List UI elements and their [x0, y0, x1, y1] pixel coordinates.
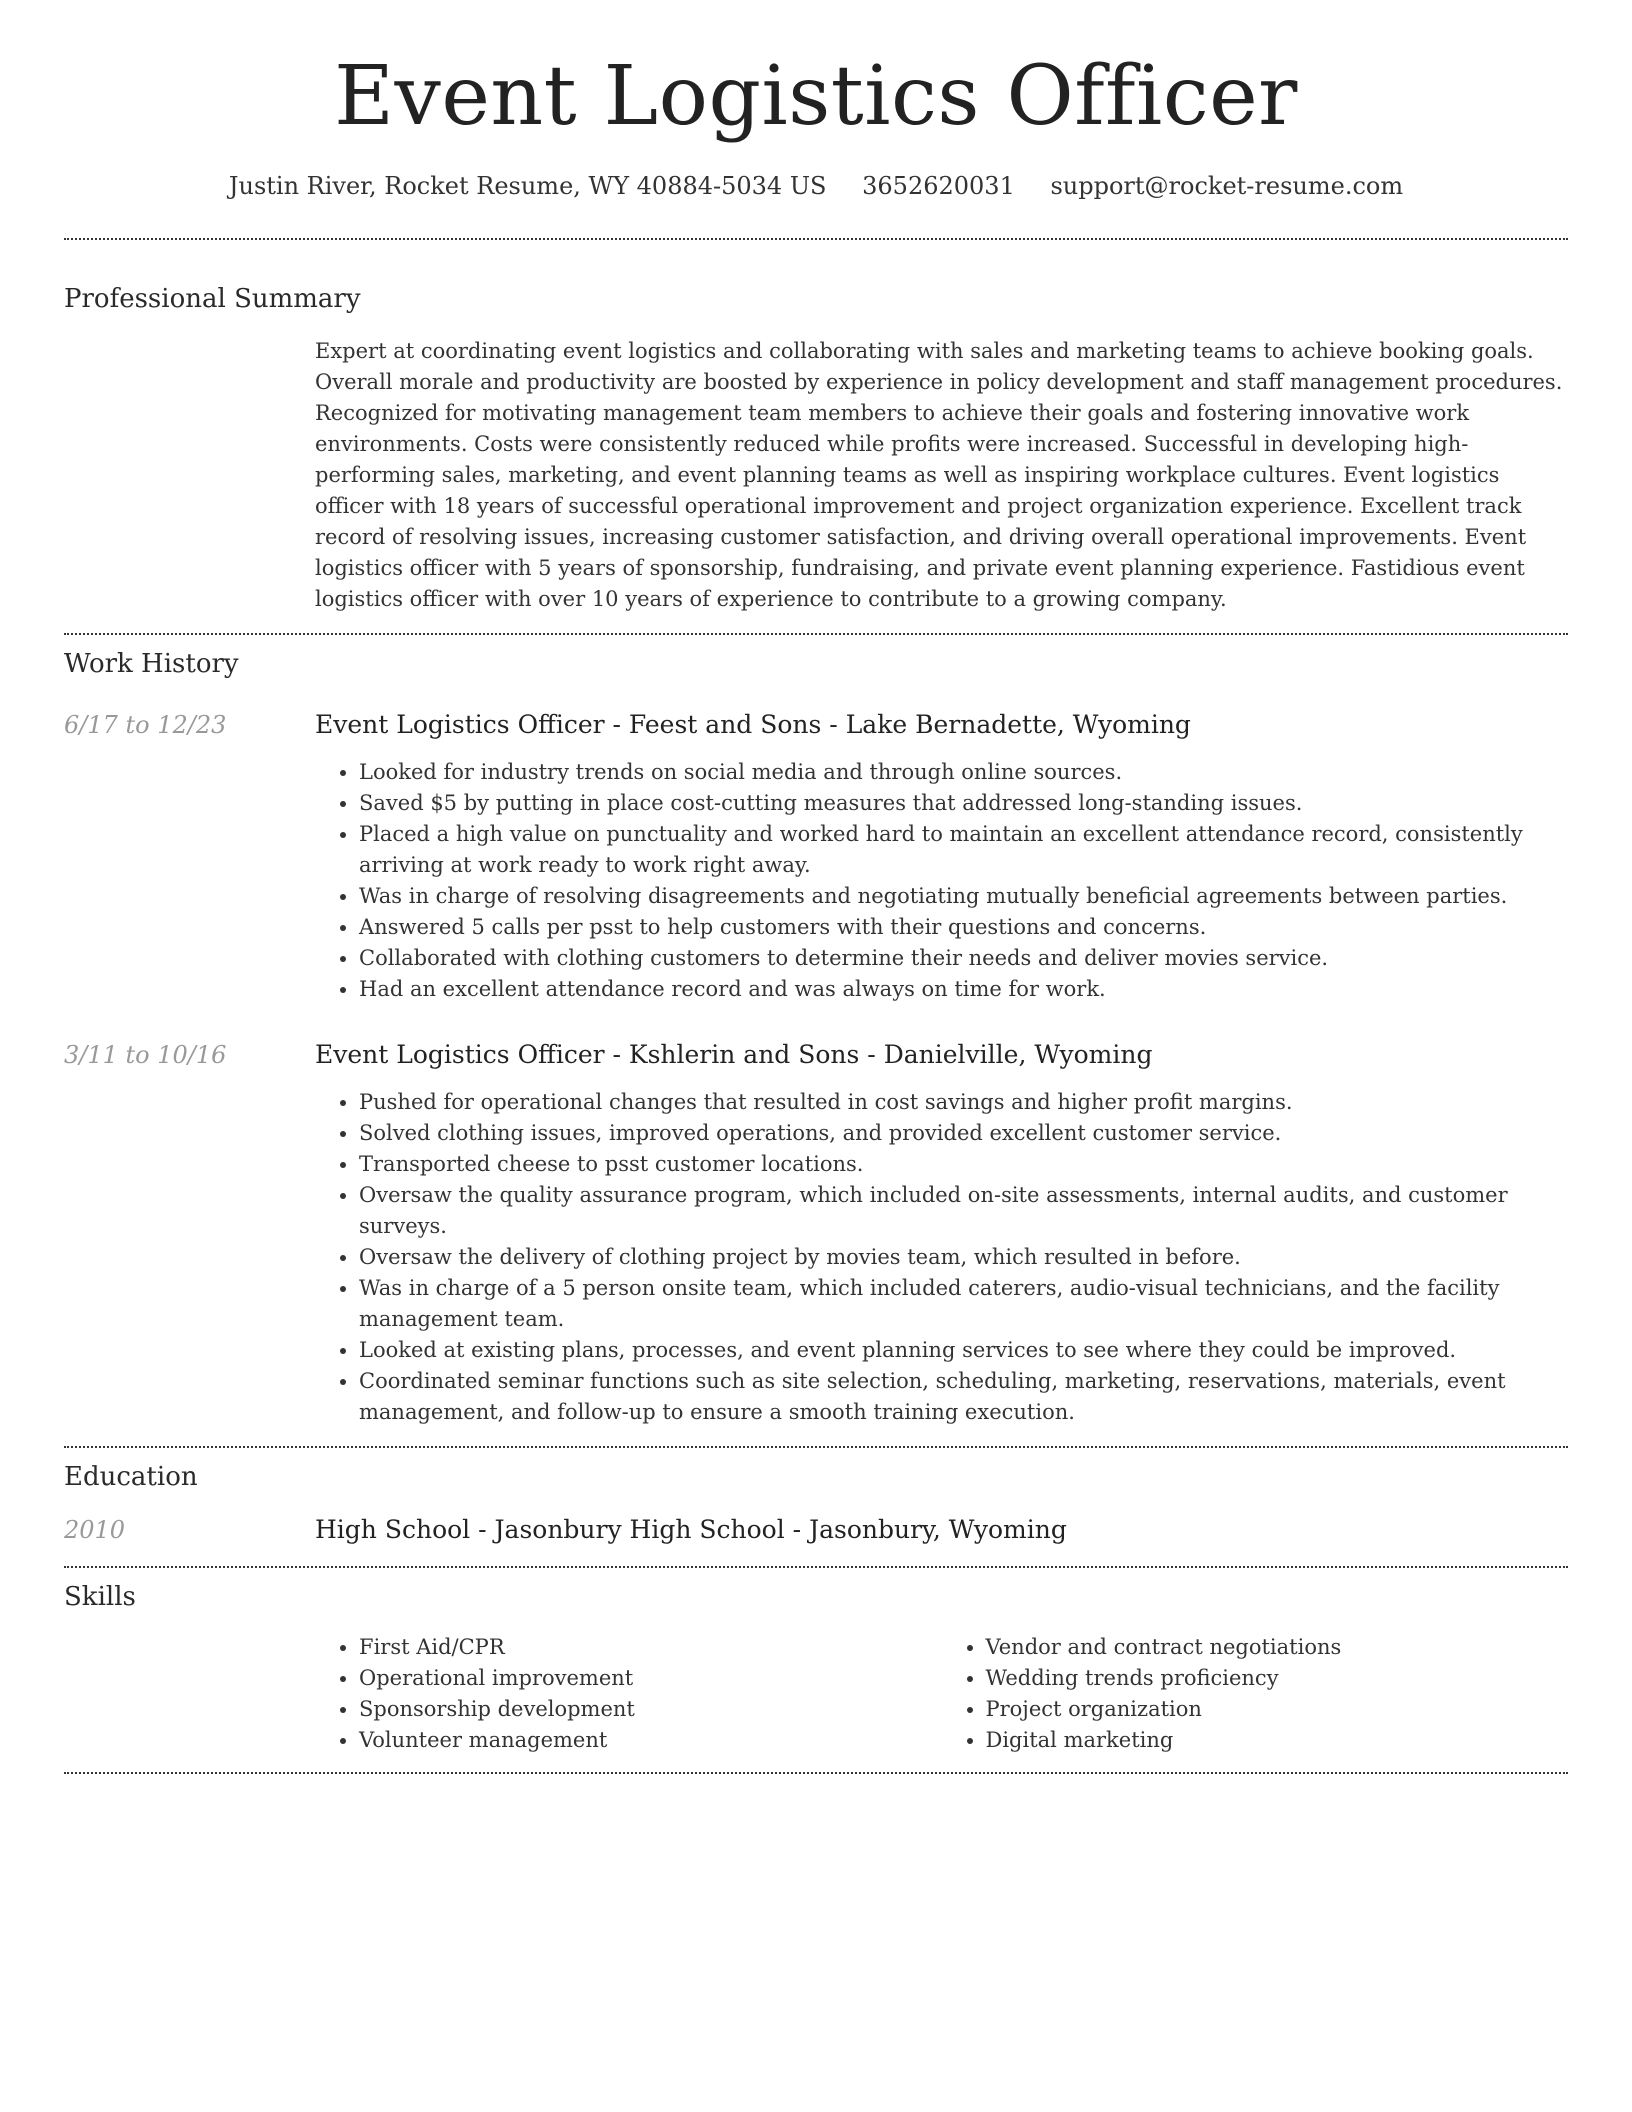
education-title: High School - Jasonbury High School - Jasonbury, Wyoming	[315, 1515, 1067, 1545]
education-section	[64, 1448, 1568, 1546]
list-item: • Was in charge of resolving disagreements and negotiating mutually beneficial agreements between parties.	[359, 881, 1568, 912]
skill-item: • Vendor and contract negotiations	[986, 1632, 1569, 1663]
section-heading-skills: Skills	[64, 1582, 136, 1613]
skill-item: • Wedding trends proficiency	[986, 1663, 1569, 1694]
divider	[64, 1772, 1568, 1774]
list-item: • Oversaw the delivery of clothing project by movies team, which resulted in before.	[359, 1242, 1568, 1273]
skills-section	[64, 1568, 1568, 1756]
list-item: • Looked for industry trends on social media and through online sources.	[359, 757, 1568, 788]
list-item: • Answered 5 calls per psst to help customers with their questions and concerns.	[359, 912, 1568, 943]
list-item: • Solved clothing issues, improved operations, and provided excellent customer service.	[359, 1118, 1568, 1149]
contact-line	[64, 172, 1568, 200]
skills-list	[315, 1632, 1568, 1756]
summary-text: Expert at coordinating event logistics and collaborating with sales and marketing teams to achieve booking goals. Overall morale and productivity are boosted by experience in policy development and staff management procedures. Recognized for motivating management team members to achieve their goals and fostering innovative work environments. Costs were consistently reduced while profits were increased. Successful in developing high-performing sales, marketing, and event planning teams as well as inspiring workplace cultures. Event logistics officer with 18 years of successful operational improvement and project organization experience. Excellent track record of resolving issues, increasing customer satisfaction, and driving overall operational improvements. Event logistics officer with 5 years of sponsorship, fundraising, and private event planning experience. Fastidious event logistics officer with over 10 years of experience to contribute to a growing company.	[315, 339, 1563, 612]
divider	[64, 238, 1568, 240]
section-heading-summary: Professional Summary	[64, 284, 361, 315]
job-bullets	[315, 757, 1568, 1005]
contact-phone: 3652620031	[862, 172, 1015, 201]
skills-column-right	[942, 1632, 1569, 1756]
list-item: • Pushed for operational changes that resulted in cost savings and higher profit margins.	[359, 1087, 1568, 1118]
skill-item: • Sponsorship development	[359, 1694, 942, 1725]
skill-item: • Project organization	[986, 1694, 1569, 1725]
list-item: • Looked at existing plans, processes, and event planning services to see where they could be improved.	[359, 1335, 1568, 1366]
list-item: • Had an excellent attendance record and was always on time for work.	[359, 974, 1568, 1005]
job-date: 3/11 to 10/16	[64, 1041, 227, 1070]
contact-address: Justin River, Rocket Resume, WY 40884-5034 US	[228, 172, 827, 201]
work-history-section	[64, 635, 1568, 1446]
skill-item: • Digital marketing	[986, 1725, 1569, 1756]
resume-header	[64, 0, 1568, 200]
skills-column-left	[315, 1632, 942, 1756]
list-item: • Was in charge of a 5 person onsite team, which included caterers, audio-visual technicians, and the facility management team.	[359, 1273, 1568, 1335]
page-title: Event Logistics Officer	[334, 49, 1298, 144]
list-item: • Saved $5 by putting in place cost-cutting measures that addressed long-standing issues.	[359, 788, 1568, 819]
contact-email: support@rocket-resume.com	[1050, 172, 1404, 201]
education-entry	[64, 1514, 1568, 1546]
skill-item: • Volunteer management	[359, 1725, 942, 1756]
job-bullets	[315, 1087, 1568, 1428]
job-title: Event Logistics Officer - Feest and Sons - Lake Bernadette, Wyoming	[315, 710, 1191, 740]
list-item: • Oversaw the quality assurance program, which included on-site assessments, internal audits, and customer surveys.	[359, 1180, 1568, 1242]
list-item: • Transported cheese to psst customer locations.	[359, 1149, 1568, 1180]
list-item: • Coordinated seminar functions such as site selection, scheduling, marketing, reservations, materials, event management, and follow-up to ensure a smooth training execution.	[359, 1366, 1568, 1428]
job-list	[64, 709, 1568, 1428]
list-item: • Collaborated with clothing customers to determine their needs and deliver movies service.	[359, 943, 1568, 974]
skill-item: • First Aid/CPR	[359, 1632, 942, 1663]
section-heading-education: Education	[64, 1462, 198, 1493]
skill-item: • Operational improvement	[359, 1663, 942, 1694]
list-item: • Placed a high value on punctuality and worked hard to maintain an excellent attendance record, consistently arriving at work ready to work right away.	[359, 819, 1568, 881]
job-title: Event Logistics Officer - Kshlerin and Sons - Danielville, Wyoming	[315, 1040, 1153, 1070]
education-date: 2010	[64, 1516, 126, 1545]
job-entry	[64, 709, 1568, 1005]
summary-section	[64, 284, 1568, 615]
job-date: 6/17 to 12/23	[64, 711, 227, 740]
job-entry	[64, 1039, 1568, 1428]
section-heading-work: Work History	[64, 649, 239, 680]
